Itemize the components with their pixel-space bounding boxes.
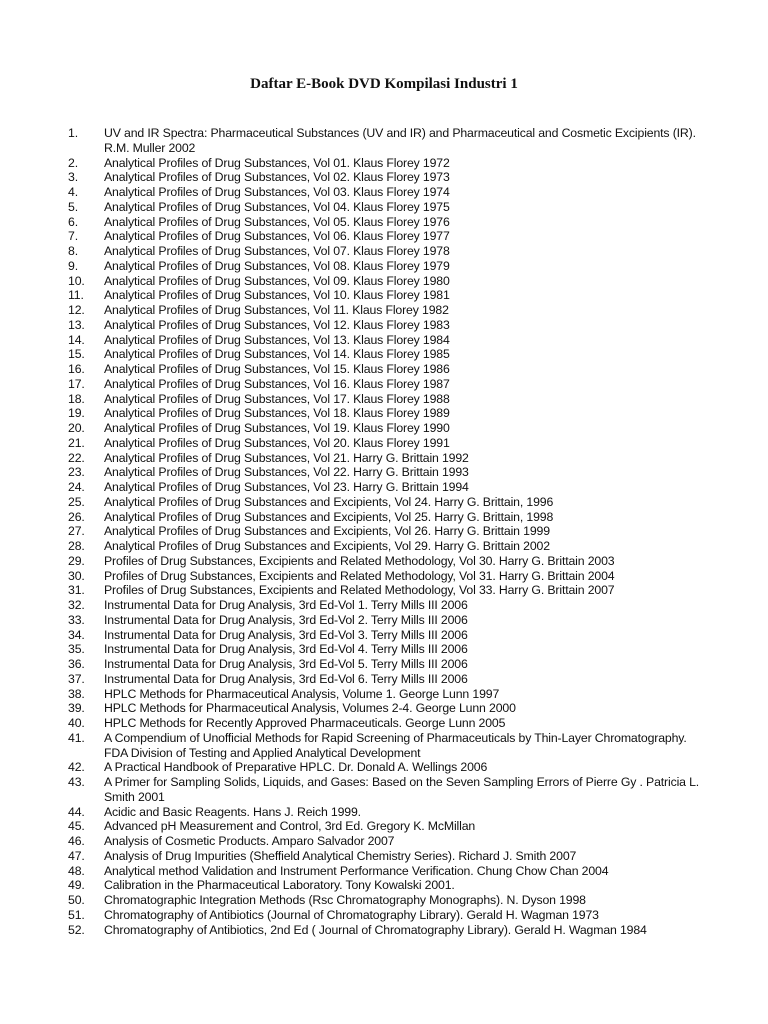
list-item-text: Chromatography of Antibiotics, 2nd Ed ( Journal of Chromatography Library). Gerald H. Wagman 1984 <box>104 922 647 937</box>
list-item-number: 30. <box>68 568 85 583</box>
list-item-text: Analytical Profiles of Drug Substances, Vol 05. Klaus Florey 1976 <box>104 214 450 229</box>
list-item-text: Instrumental Data for Drug Analysis, 3rd Ed-Vol 2. Terry Mills III 2006 <box>104 612 468 627</box>
list-item <box>68 760 708 775</box>
list-item <box>68 554 708 569</box>
list-item-number: 16. <box>68 362 85 376</box>
list-item-number: 17. <box>68 376 85 391</box>
list-item-number: 9. <box>68 258 78 273</box>
list-item-text: Advanced pH Measurement and Control, 3rd Ed. Gregory K. McMillan <box>104 819 476 834</box>
list-item <box>68 923 708 938</box>
list-item <box>68 318 708 333</box>
list-item <box>68 465 708 480</box>
list-item-text: Chromatography of Antibiotics (Journal of Chromatography Library). Gerald H. Wagman 1973 <box>104 907 599 922</box>
list-item <box>68 392 708 407</box>
list-item <box>68 170 708 185</box>
list-item-number: 26. <box>68 509 85 524</box>
list-item <box>68 598 708 613</box>
list-item-number: 11. <box>68 288 84 303</box>
list-item <box>68 510 708 525</box>
list-item-number: 51. <box>68 907 85 922</box>
list-item-text: Calibration in the Pharmaceutical Laboratory. Tony Kowalski 2001. <box>104 878 455 893</box>
list-item-text: Profiles of Drug Substances, Excipients and Related Methodology, Vol 30. Harry G. Brittain 2003 <box>104 553 615 568</box>
list-item <box>68 495 708 510</box>
list-item <box>68 406 708 421</box>
list-item-number: 41. <box>68 730 85 745</box>
list-item-number: 14. <box>68 332 85 347</box>
list-item-number: 8. <box>68 244 78 258</box>
list-item-number: 48. <box>68 863 85 878</box>
list-item-text: Analysis of Drug Impurities (Sheffield Analytical Chemistry Series). Richard J. Smith 2007 <box>104 848 577 863</box>
list-item-text: Instrumental Data for Drug Analysis, 3rd Ed-Vol 1. Terry Mills III 2006 <box>104 598 468 612</box>
list-item-number: 2. <box>68 155 78 170</box>
list-item-text: Instrumental Data for Drug Analysis, 3rd Ed-Vol 4. Terry Mills III 2006 <box>104 642 468 657</box>
list-item-number: 42. <box>68 760 85 775</box>
list-item-text: Analytical Profiles of Drug Substances, Vol 11. Klaus Florey 1982 <box>104 303 449 317</box>
list-item <box>68 362 708 377</box>
list-item-text: Analytical Profiles of Drug Substances, Vol 04. Klaus Florey 1975 <box>104 199 450 214</box>
list-item <box>68 524 708 539</box>
list-item <box>68 805 708 820</box>
list-item-number: 19. <box>68 406 85 421</box>
list-item <box>68 347 708 362</box>
list-item-text: Analytical Profiles of Drug Substances, Vol 22. Harry G. Brittain 1993 <box>104 465 469 480</box>
list-item-number: 21. <box>68 435 85 450</box>
list-item-text: Analytical Profiles of Drug Substances, Vol 17. Klaus Florey 1988 <box>104 391 450 406</box>
list-item <box>68 672 708 687</box>
list-item-text: UV and IR Spectra: Pharmaceutical Substances (UV and IR) and Pharmaceutical and Cosmetic Excipients (IR). R.M. Muller 2002 <box>104 126 696 155</box>
list-item-number: 45. <box>68 819 85 834</box>
list-item <box>68 229 708 244</box>
list-item <box>68 333 708 348</box>
list-item-text: Instrumental Data for Drug Analysis, 3rd Ed-Vol 3. Terry Mills III 2006 <box>104 627 468 642</box>
list-item-text: Analytical Profiles of Drug Substances, Vol 13. Klaus Florey 1984 <box>104 332 450 347</box>
list-item <box>68 274 708 289</box>
list-item-number: 39. <box>68 701 85 716</box>
list-item-number: 25. <box>68 494 85 509</box>
list-item-text: Instrumental Data for Drug Analysis, 3rd Ed-Vol 6. Terry Mills III 2006 <box>104 671 468 686</box>
list-item-text: Chromatographic Integration Methods (Rsc Chromatography Monographs). N. Dyson 1998 <box>104 893 586 907</box>
list-item-number: 24. <box>68 480 85 494</box>
list-item-number: 46. <box>68 834 85 848</box>
list-item-number: 18. <box>68 391 85 406</box>
list-item <box>68 215 708 230</box>
list-item-number: 40. <box>68 716 85 730</box>
list-item-text: Analytical Profiles of Drug Substances, Vol 08. Klaus Florey 1979 <box>104 258 450 273</box>
list-item <box>68 731 708 761</box>
list-item-number: 52. <box>68 922 85 937</box>
list-item <box>68 849 708 864</box>
list-item-text: Analytical Profiles of Drug Substances and Excipients, Vol 26. Harry G. Brittain 1999 <box>104 524 550 539</box>
list-item <box>68 288 708 303</box>
list-item-number: 28. <box>68 539 85 553</box>
list-item-number: 23. <box>68 465 85 480</box>
list-item-text: Instrumental Data for Drug Analysis, 3rd Ed-Vol 5. Terry Mills III 2006 <box>104 657 468 671</box>
list-item <box>68 834 708 849</box>
list-item <box>68 642 708 657</box>
list-item-text: Analytical Profiles of Drug Substances, Vol 23. Harry G. Brittain 1994 <box>104 480 469 494</box>
list-item-number: 27. <box>68 524 85 539</box>
list-item <box>68 628 708 643</box>
list-item-number: 49. <box>68 878 85 893</box>
list-item-text: Analytical Profiles of Drug Substances, Vol 12. Klaus Florey 1983 <box>104 317 450 332</box>
list-item <box>68 687 708 702</box>
list-item-number: 20. <box>68 421 85 435</box>
list-item <box>68 185 708 200</box>
list-item <box>68 569 708 584</box>
list-item-text: Analytical Profiles of Drug Substances and Excipients, Vol 25. Harry G. Brittain, 1998 <box>104 509 554 524</box>
list-item-number: 10. <box>68 273 85 288</box>
list-item-number: 4. <box>68 185 78 199</box>
list-item-text: A Practical Handbook of Preparative HPLC. Dr. Donald A. Wellings 2006 <box>104 760 488 775</box>
list-item-text: Analysis of Cosmetic Products. Amparo Salvador 2007 <box>104 834 395 848</box>
list-item-number: 7. <box>68 229 78 244</box>
list-item-text: Analytical Profiles of Drug Substances, Vol 21. Harry G. Brittain 1992 <box>104 450 469 465</box>
list-item-text: Analytical Profiles of Drug Substances, Vol 20. Klaus Florey 1991 <box>104 435 450 450</box>
list-item-text: A Compendium of Unofficial Methods for Rapid Screening of Pharmaceuticals by Thin-Layer Chromatography. FDA Division of Testing and Applied Analytical Development <box>104 730 687 760</box>
list-item-text: Analytical Profiles of Drug Substances, Vol 06. Klaus Florey 1977 <box>104 229 450 244</box>
list-item-text: A Primer for Sampling Solids, Liquids, and Gases: Based on the Seven Sampling Errors of Pierre Gy . Patricia L. Smith 2001 <box>104 775 700 804</box>
list-item-text: HPLC Methods for Pharmaceutical Analysis, Volumes 2-4. George Lunn 2000 <box>104 701 516 716</box>
list-item-text: Analytical Profiles of Drug Substances, Vol 19. Klaus Florey 1990 <box>104 421 450 435</box>
list-item <box>68 657 708 672</box>
list-item-number: 6. <box>68 214 78 229</box>
list-item <box>68 878 708 893</box>
list-item-number: 13. <box>68 317 85 332</box>
list-item-number: 22. <box>68 450 85 465</box>
list-item-text: Profiles of Drug Substances, Excipients and Related Methodology, Vol 31. Harry G. Brittain 2004 <box>104 568 615 583</box>
list-item <box>68 775 708 805</box>
list-item-number: 34. <box>68 627 85 642</box>
list-item <box>68 436 708 451</box>
list-item-text: Analytical Profiles of Drug Substances, Vol 03. Klaus Florey 1974 <box>104 185 450 199</box>
ebook-list <box>68 126 708 937</box>
list-item-text: Analytical Profiles of Drug Substances, Vol 15. Klaus Florey 1986 <box>104 362 450 376</box>
list-item-number: 5. <box>68 199 78 214</box>
list-item-text: Acidic and Basic Reagents. Hans J. Reich 1999. <box>104 804 361 819</box>
list-item <box>68 583 708 598</box>
list-item-text: Analytical Profiles of Drug Substances, Vol 16. Klaus Florey 1987 <box>104 376 450 391</box>
list-item-text: Analytical method Validation and Instrument Performance Verification. Chung Chow Chan 2004 <box>104 863 609 878</box>
list-item-number: 32. <box>68 598 85 612</box>
list-item <box>68 716 708 731</box>
list-item <box>68 819 708 834</box>
list-item-text: HPLC Methods for Pharmaceutical Analysis, Volume 1. George Lunn 1997 <box>104 686 500 701</box>
list-item-number: 43. <box>68 775 85 789</box>
list-item-number: 36. <box>68 657 85 671</box>
list-item-text: Analytical Profiles of Drug Substances and Excipients, Vol 24. Harry G. Brittain, 1996 <box>104 494 554 509</box>
list-item <box>68 451 708 466</box>
list-item-number: 38. <box>68 686 85 701</box>
list-item-text: Analytical Profiles of Drug Substances, Vol 09. Klaus Florey 1980 <box>104 273 450 288</box>
list-item-text: Analytical Profiles of Drug Substances, Vol 01. Klaus Florey 1972 <box>104 155 450 170</box>
list-item-number: 15. <box>68 347 85 362</box>
list-item <box>68 377 708 392</box>
list-item <box>68 303 708 318</box>
list-item-number: 33. <box>68 612 85 627</box>
list-item <box>68 480 708 495</box>
list-item-text: Analytical Profiles of Drug Substances, Vol 02. Klaus Florey 1973 <box>104 170 450 185</box>
list-item <box>68 421 708 436</box>
list-item-text: Analytical Profiles of Drug Substances and Excipients, Vol 29. Harry G. Brittain 2002 <box>104 539 550 553</box>
list-item-number: 1. <box>68 126 78 140</box>
list-item <box>68 126 708 156</box>
list-item <box>68 156 708 171</box>
list-item-number: 37. <box>68 671 85 686</box>
list-item <box>68 259 708 274</box>
list-item-text: Analytical Profiles of Drug Substances, Vol 18. Klaus Florey 1989 <box>104 406 450 421</box>
list-item-number: 3. <box>68 170 78 185</box>
list-item-number: 29. <box>68 553 85 568</box>
list-item-number: 35. <box>68 642 85 657</box>
list-item-text: Analytical Profiles of Drug Substances, Vol 14. Klaus Florey 1985 <box>104 347 450 362</box>
list-item <box>68 701 708 716</box>
list-item-number: 47. <box>68 848 85 863</box>
list-item-text: Analytical Profiles of Drug Substances, Vol 07. Klaus Florey 1978 <box>104 244 450 258</box>
list-item <box>68 864 708 879</box>
list-item <box>68 539 708 554</box>
list-item <box>68 908 708 923</box>
list-item-text: HPLC Methods for Recently Approved Pharmaceuticals. George Lunn 2005 <box>104 716 506 730</box>
list-item <box>68 244 708 259</box>
list-item <box>68 893 708 908</box>
document-title: Daftar E-Book DVD Kompilasi Industri 1 <box>250 76 518 92</box>
list-item-number: 31. <box>68 583 85 598</box>
list-item-number: 12. <box>68 303 85 317</box>
list-item-text: Analytical Profiles of Drug Substances, Vol 10. Klaus Florey 1981 <box>104 288 450 303</box>
list-item-number: 50. <box>68 893 85 907</box>
list-item-text: Profiles of Drug Substances, Excipients and Related Methodology, Vol 33. Harry G. Brittain 2007 <box>104 583 615 598</box>
list-item <box>68 613 708 628</box>
list-item-number: 44. <box>68 804 85 819</box>
list-item <box>68 200 708 215</box>
